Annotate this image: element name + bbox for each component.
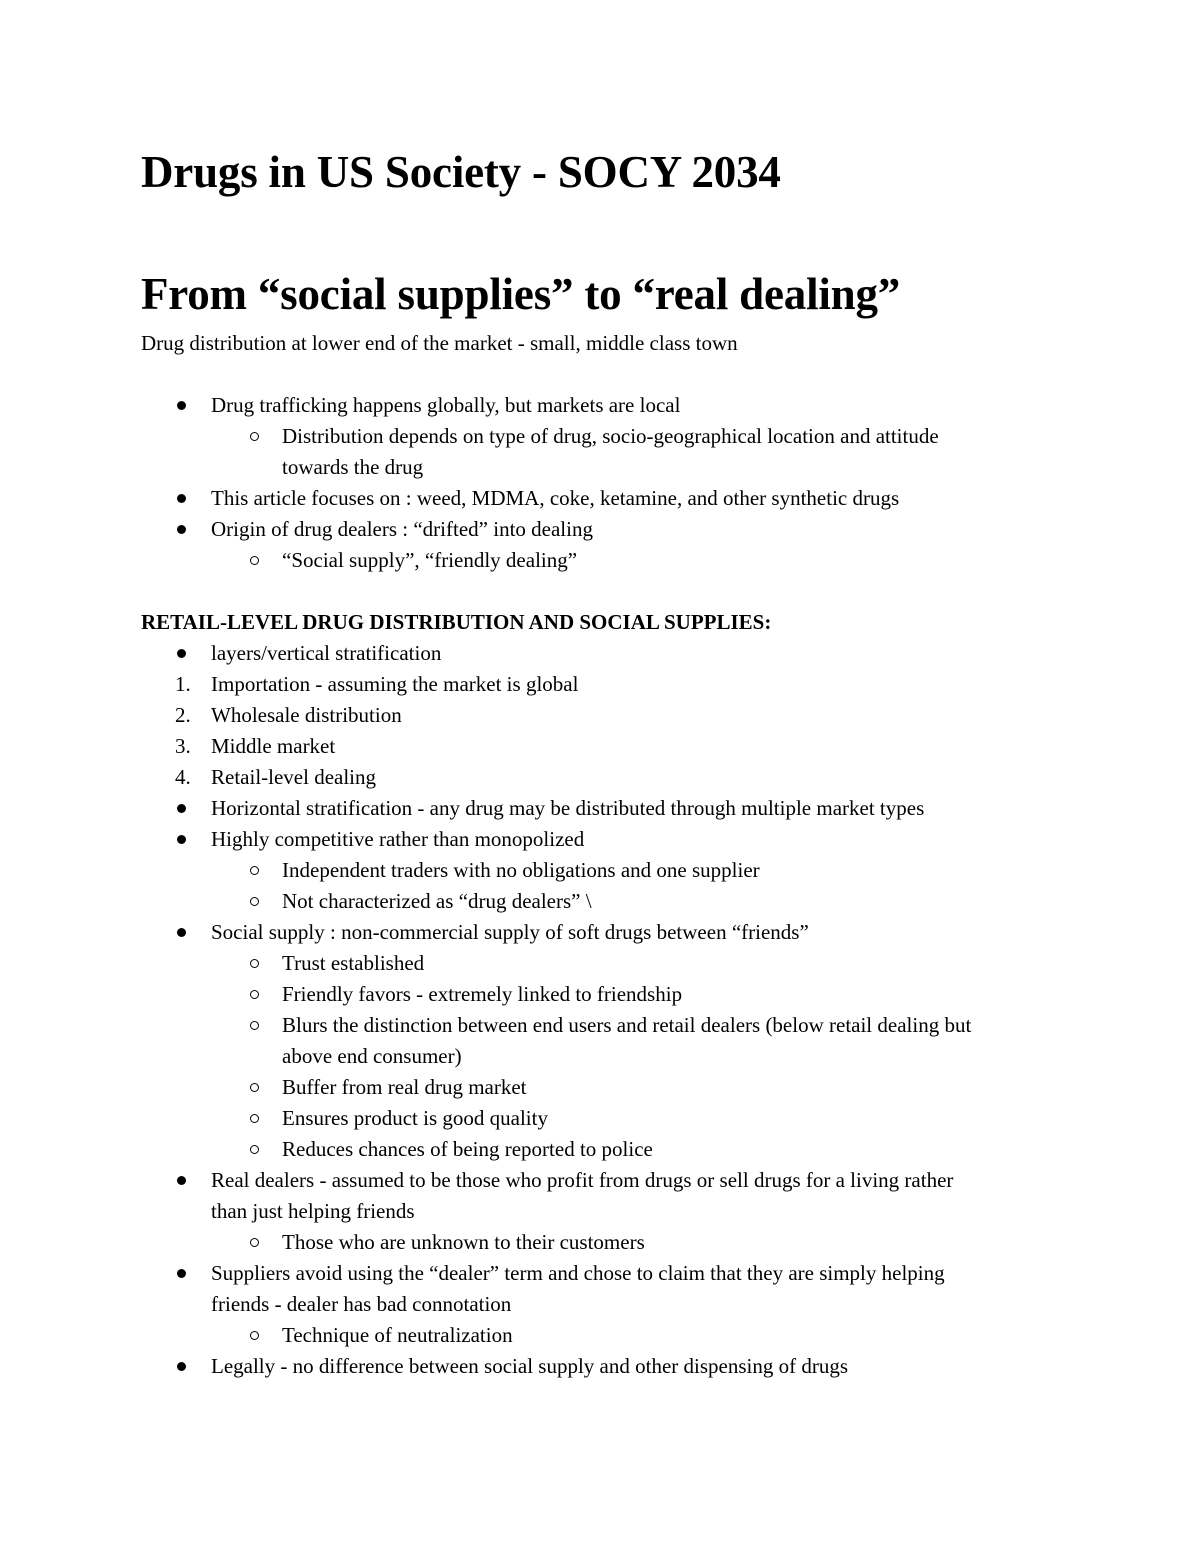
list-item-text: Origin of drug dealers : “drifted” into dealing — [211, 517, 593, 541]
list-item-text: friends - dealer has bad connotation — [211, 1292, 512, 1316]
article-heading: From “social supplies” to “real dealing” — [141, 269, 901, 319]
list-item-text: than just helping friends — [211, 1199, 415, 1223]
bullet-icon — [177, 514, 186, 545]
list-item-text: Suppliers avoid using the “dealer” term and chose to claim that they are simply helping — [211, 1261, 945, 1285]
bullet-icon — [177, 390, 186, 421]
list-item-text: above end consumer) — [282, 1044, 462, 1068]
list-item — [141, 917, 1081, 948]
list-item — [141, 545, 1081, 576]
list-item — [141, 514, 1081, 545]
list-item-text: Real dealers - assumed to be those who profit from drugs or sell drugs for a living rather — [211, 1168, 954, 1192]
hollow-bullet-icon — [250, 855, 259, 886]
list-item-text: Ensures product is good quality — [282, 1106, 548, 1130]
list-item — [141, 1227, 1081, 1258]
hollow-bullet-icon — [250, 1134, 259, 1165]
hollow-bullet-icon — [250, 948, 259, 979]
list-item — [141, 483, 1081, 514]
bullet-icon — [177, 824, 186, 855]
list-item — [141, 1010, 1081, 1041]
list-item-text: Highly competitive rather than monopolized — [211, 827, 585, 851]
list-item — [141, 824, 1081, 855]
list-item — [141, 855, 1081, 886]
list-item-text: “Social supply”, “friendly dealing” — [282, 548, 578, 572]
list-item-text: Middle market — [211, 734, 336, 758]
article-lead: Drug distribution at lower end of the market - small, middle class town — [141, 331, 738, 355]
bullet-icon — [177, 638, 186, 669]
list-item — [141, 1072, 1081, 1103]
list-item — [141, 1134, 1081, 1165]
list-item-text: layers/vertical stratification — [211, 641, 442, 665]
bullet-icon — [177, 917, 186, 948]
document-body — [141, 140, 1081, 1382]
list-item — [141, 1351, 1081, 1382]
numbered-item — [141, 669, 1081, 700]
list-item-text: Drug trafficking happens globally, but markets are local — [211, 393, 681, 417]
retail-section — [141, 607, 1081, 1382]
list-item-text: Legally - no difference between social supply and other dispensing of drugs — [211, 1354, 849, 1378]
list-item-text: This article focuses on : weed, MDMA, coke, ketamine, and other synthetic drugs — [211, 486, 900, 510]
bullet-icon — [177, 1258, 186, 1289]
list-item-text: towards the drug — [282, 455, 424, 479]
list-number: 2. — [175, 703, 191, 727]
list-item — [141, 886, 1081, 917]
hollow-bullet-icon — [250, 1010, 259, 1041]
numbered-item — [141, 700, 1081, 731]
bullet-icon — [177, 1351, 186, 1382]
list-item-continuation — [141, 1289, 1081, 1320]
list-item-text: Importation - assuming the market is global — [211, 672, 579, 696]
list-item — [141, 979, 1081, 1010]
list-item-text: Technique of neutralization — [282, 1323, 513, 1347]
list-number: 3. — [175, 734, 191, 758]
list-item-text: Those who are unknown to their customers — [282, 1230, 645, 1254]
bullet-icon — [177, 483, 186, 514]
bullet-icon — [177, 793, 186, 824]
list-item — [141, 390, 1081, 421]
list-item — [141, 421, 1081, 452]
hollow-bullet-icon — [250, 1227, 259, 1258]
list-item — [141, 1258, 1081, 1289]
bullet-icon — [177, 1165, 186, 1196]
list-item — [141, 1320, 1081, 1351]
hollow-bullet-icon — [250, 886, 259, 917]
hollow-bullet-icon — [250, 421, 259, 452]
list-item-text: Wholesale distribution — [211, 703, 402, 727]
hollow-bullet-icon — [250, 1320, 259, 1351]
list-item-text: Social supply : non-commercial supply of soft drugs between “friends” — [211, 920, 809, 944]
list-item-continuation — [141, 452, 1081, 483]
list-item-text: Buffer from real drug market — [282, 1075, 527, 1099]
numbered-item — [141, 731, 1081, 762]
list-item-text: Friendly favors - extremely linked to friendship — [282, 982, 683, 1006]
list-item-text: Horizontal stratification - any drug may be distributed through multiple market types — [211, 796, 925, 820]
list-item-text: Blurs the distinction between end users and retail dealers (below retail dealing but — [282, 1013, 972, 1037]
list-item — [141, 1165, 1081, 1196]
list-item — [141, 948, 1081, 979]
list-item-continuation — [141, 1196, 1081, 1227]
intro-list — [141, 390, 1081, 576]
list-item-text: Reduces chances of being reported to police — [282, 1137, 653, 1161]
list-item — [141, 638, 1081, 669]
document-title: Drugs in US Society - SOCY 2034 — [141, 147, 781, 197]
list-item-continuation — [141, 1041, 1081, 1072]
list-item-text: Not characterized as “drug dealers” \ — [282, 889, 592, 913]
list-item-text: Independent traders with no obligations and one supplier — [282, 858, 760, 882]
list-item — [141, 1103, 1081, 1134]
hollow-bullet-icon — [250, 1072, 259, 1103]
hollow-bullet-icon — [250, 545, 259, 576]
list-number: 4. — [175, 765, 191, 789]
list-item — [141, 793, 1081, 824]
hollow-bullet-icon — [250, 979, 259, 1010]
list-item-text: Distribution depends on type of drug, socio-geographical location and attitude — [282, 424, 939, 448]
list-item-text: Trust established — [282, 951, 425, 975]
list-item-text: Retail-level dealing — [211, 765, 377, 789]
section-heading: RETAIL-LEVEL DRUG DISTRIBUTION AND SOCIAL SUPPLIES: — [141, 610, 772, 634]
numbered-item — [141, 762, 1081, 793]
hollow-bullet-icon — [250, 1103, 259, 1134]
list-number: 1. — [175, 672, 191, 696]
